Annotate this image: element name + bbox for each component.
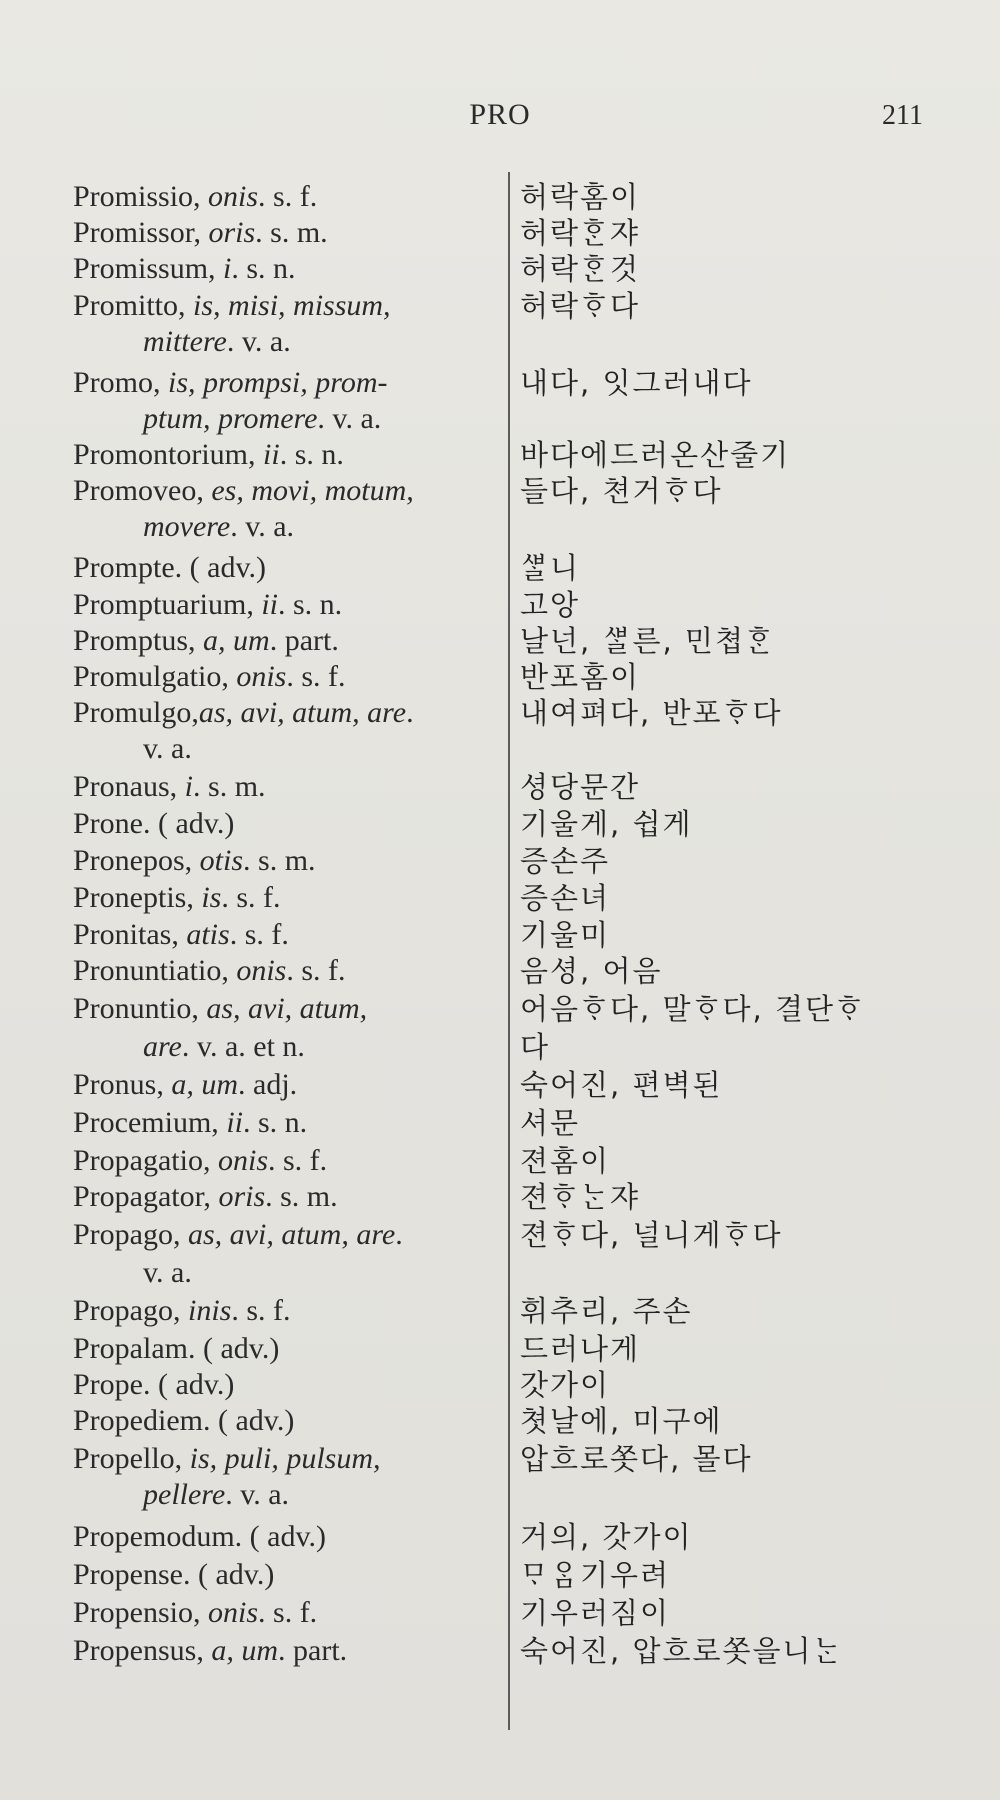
- latin-inflection: as, avi, atum, are: [188, 1218, 396, 1251]
- latin-inflection: ptum, promere: [143, 402, 318, 435]
- latin-headword: [73, 1402, 503, 1440]
- latin-headword: [73, 694, 503, 732]
- latin-headword: [73, 1066, 503, 1104]
- latin-grammar: . s. m.: [193, 770, 266, 803]
- latin-headword: [73, 658, 503, 696]
- dictionary-entry: [0, 1216, 1000, 1256]
- latin-headword: [73, 1292, 503, 1330]
- korean-gloss: 셔문: [520, 1106, 581, 1140]
- latin-grammar: . s. f.: [258, 1596, 318, 1629]
- latin-headword: [73, 287, 503, 325]
- latin-grammar: . s. m.: [265, 1180, 338, 1213]
- dictionary-entry: [0, 364, 1000, 404]
- korean-gloss: 허락ᄒᆞᆫ것: [520, 252, 641, 286]
- dictionary-entry: [0, 842, 1000, 882]
- korean-gloss: 증손녀: [520, 881, 611, 915]
- latin-inflection: pellere: [143, 1478, 226, 1511]
- latin-inflection: i: [223, 252, 232, 285]
- latin-grammar: .: [406, 696, 414, 729]
- latin-inflection: atis: [186, 918, 230, 951]
- latin-grammar: . s. n.: [279, 438, 344, 471]
- latin-inflection: as, avi, atum,: [206, 992, 368, 1025]
- latin-text: Promitto,: [73, 289, 194, 322]
- latin-text: Pronepos,: [73, 844, 200, 877]
- korean-gloss: 허락ᄒᆞᆫ쟈: [520, 216, 641, 250]
- latin-inflection: a, um: [211, 1634, 279, 1667]
- dictionary-entry: [0, 730, 1000, 770]
- latin-inflection: movere: [143, 510, 231, 543]
- dictionary-entry: [0, 952, 1000, 992]
- latin-text: Propalam. ( adv.): [73, 1332, 280, 1365]
- latin-headword: [73, 952, 503, 990]
- latin-headword: [73, 364, 503, 402]
- latin-continuation: [143, 1028, 573, 1066]
- dictionary-entry: [0, 1330, 1000, 1370]
- dictionary-entry: [0, 1556, 1000, 1596]
- latin-headword: [73, 214, 503, 252]
- dictionary-entry: [0, 916, 1000, 956]
- latin-text: Propagatio,: [73, 1144, 218, 1177]
- latin-text: Pronuntio,: [73, 992, 207, 1025]
- latin-headword: [73, 1216, 503, 1254]
- latin-inflection: ii: [261, 588, 278, 621]
- latin-text: Pronuntiatio,: [73, 954, 237, 987]
- latin-inflection: a, um: [203, 624, 270, 657]
- running-header: PRO: [469, 98, 531, 131]
- korean-gloss: 셩당문간: [520, 770, 641, 804]
- latin-grammar: .: [395, 1218, 403, 1251]
- korean-gloss: 증손주: [520, 844, 611, 878]
- latin-text: v. a.: [143, 732, 192, 765]
- latin-headword: [73, 178, 503, 216]
- latin-headword: [73, 1330, 503, 1368]
- korean-gloss: 압흐로ᄶᅩᆺ다, 몰다: [520, 1442, 753, 1476]
- latin-inflection: mittere: [143, 325, 227, 358]
- dictionary-entry: [0, 178, 1000, 218]
- latin-headword: [73, 1142, 503, 1180]
- korean-gloss: 음셩, 어음: [520, 954, 663, 988]
- latin-text: Propago,: [73, 1294, 188, 1327]
- dictionary-entry: [0, 549, 1000, 589]
- latin-headword: [73, 622, 503, 660]
- latin-headword: [73, 472, 503, 510]
- korean-gloss: 숙어진, 압흐로ᄶᅩᆺ을니ᄂᆞᆫ: [520, 1634, 843, 1668]
- latin-grammar: . part.: [278, 1634, 348, 1667]
- korean-gloss: 고앙: [520, 588, 581, 622]
- latin-inflection: is: [201, 881, 222, 914]
- dictionary-entry: [0, 805, 1000, 845]
- latin-text: Promontorium,: [73, 438, 264, 471]
- latin-text: Propemodum. ( adv.): [73, 1520, 327, 1553]
- latin-grammar: . s. f.: [221, 881, 281, 914]
- latin-inflection: otis: [199, 844, 244, 877]
- korean-gloss: ᄲᆞᆯ니: [520, 551, 581, 585]
- latin-text: Promissum,: [73, 252, 224, 285]
- latin-text: Propensio,: [73, 1596, 208, 1629]
- dictionary-entry: [0, 658, 1000, 698]
- latin-text: Prone. ( adv.): [73, 807, 235, 840]
- latin-headword: [73, 1556, 503, 1594]
- latin-grammar: . s. f.: [258, 180, 318, 213]
- latin-text: Promptuarium,: [73, 588, 262, 621]
- dictionary-entry: [0, 1104, 1000, 1144]
- korean-gloss: 어음ᄒᆞ다, 말ᄒᆞ다, 결단ᄒᆞ: [520, 992, 866, 1026]
- dictionary-entry: [0, 1402, 1000, 1442]
- latin-inflection: a, um: [171, 1068, 239, 1101]
- latin-grammar: . s. f.: [231, 1294, 291, 1327]
- dictionary-entry: [0, 1440, 1000, 1480]
- latin-grammar: . s. n.: [242, 1106, 308, 1139]
- latin-headword: [73, 549, 503, 587]
- dictionary-entry: [0, 1594, 1000, 1634]
- korean-gloss: 거의, 갓가이: [520, 1520, 693, 1554]
- latin-grammar: . s. f.: [268, 1144, 328, 1177]
- latin-text: Promoveo,: [73, 474, 212, 507]
- korean-gloss: 기우러짐이: [520, 1596, 671, 1630]
- latin-grammar: . s. f.: [286, 954, 346, 987]
- latin-text: Pronus,: [73, 1068, 172, 1101]
- korean-gloss: 젼ᄒᆞ다, 널니게ᄒᆞ다: [520, 1218, 783, 1252]
- latin-grammar: . s. n.: [231, 252, 296, 285]
- dictionary-entry: [0, 287, 1000, 327]
- latin-grammar: . v. a. et n.: [181, 1030, 305, 1063]
- latin-grammar: . v. a.: [317, 402, 382, 435]
- dictionary-entry: [0, 586, 1000, 626]
- dictionary-entry: [0, 1292, 1000, 1332]
- dictionary-entry: [0, 472, 1000, 512]
- latin-headword: [73, 1632, 503, 1670]
- latin-inflection: ii: [226, 1106, 243, 1139]
- page-number: 211: [882, 100, 923, 131]
- latin-inflection: is, misi, missum,: [193, 289, 391, 322]
- latin-continuation: [143, 730, 573, 768]
- dictionary-entry: [0, 1632, 1000, 1672]
- latin-text: Promo,: [73, 366, 169, 399]
- latin-inflection: onis: [208, 1596, 259, 1629]
- korean-gloss: 내여펴다, 반포ᄒᆞ다: [520, 696, 783, 730]
- latin-headword: [73, 436, 503, 474]
- latin-headword: [73, 916, 503, 954]
- latin-grammar: . s. n.: [278, 588, 343, 621]
- latin-text: Propagator,: [73, 1180, 219, 1213]
- latin-continuation: [143, 508, 573, 546]
- latin-text: Propensus,: [73, 1634, 212, 1667]
- latin-headword: [73, 1178, 503, 1216]
- latin-text: Pronaus,: [73, 770, 185, 803]
- dictionary-entry: [0, 1178, 1000, 1218]
- latin-inflection: i: [184, 770, 194, 803]
- latin-inflection: as, avi, atum, are: [198, 696, 407, 729]
- dictionary-entry: [0, 768, 1000, 808]
- dictionary-entry: [0, 1028, 1000, 1068]
- latin-headword: [73, 1366, 503, 1404]
- latin-headword: [73, 250, 503, 288]
- latin-headword: [73, 990, 503, 1028]
- dictionary-entry: [0, 1518, 1000, 1558]
- dictionary-entry: [0, 879, 1000, 919]
- dictionary-entry: [0, 250, 1000, 290]
- latin-inflection: is, prompsi, prom-: [168, 366, 388, 399]
- latin-grammar: . v. a.: [230, 510, 295, 543]
- dictionary-entry: [0, 323, 1000, 363]
- latin-inflection: oris: [208, 216, 256, 249]
- korean-gloss: 허락ᄒᆞ다: [520, 289, 641, 323]
- latin-headword: [73, 1594, 503, 1632]
- latin-grammar: . part.: [269, 624, 339, 657]
- latin-inflection: ii: [263, 438, 280, 471]
- latin-grammar: . s. f.: [286, 660, 346, 693]
- latin-grammar: . s. m.: [255, 216, 328, 249]
- korean-gloss: 허락홈이: [520, 180, 641, 214]
- dictionary-entry: [0, 1366, 1000, 1406]
- korean-gloss: 기울게, 쉽게: [520, 807, 693, 841]
- latin-grammar: . v. a.: [226, 325, 291, 358]
- dictionary-entry: [0, 1142, 1000, 1182]
- latin-grammar: . adj.: [238, 1068, 298, 1101]
- dictionary-entry: [0, 622, 1000, 662]
- korean-gloss: 드러나게: [520, 1332, 641, 1366]
- latin-inflection: are: [143, 1030, 182, 1063]
- korean-gloss: 바다에드러온산줄기: [520, 438, 791, 472]
- latin-text: Prope. ( adv.): [73, 1368, 235, 1401]
- latin-text: Propago,: [73, 1218, 188, 1251]
- latin-text: Propello,: [73, 1442, 190, 1475]
- dictionary-entry: [0, 1254, 1000, 1294]
- korean-gloss: 다: [520, 1030, 551, 1064]
- latin-headword: [73, 1518, 503, 1556]
- dictionary-entry: [0, 1066, 1000, 1106]
- korean-gloss: 젼ᄒᆞᄂᆞᆫ쟈: [520, 1180, 641, 1214]
- latin-continuation: [143, 1254, 573, 1292]
- latin-headword: [73, 768, 503, 806]
- dictionary-entry: [0, 436, 1000, 476]
- dictionary-entry: [0, 990, 1000, 1030]
- latin-text: Promptus,: [73, 624, 204, 657]
- dictionary-entry: [0, 694, 1000, 734]
- korean-gloss: 들다, 쳔거ᄒᆞ다: [520, 474, 723, 508]
- latin-headword: [73, 842, 503, 880]
- latin-text: Promissor,: [73, 216, 209, 249]
- latin-text: Proneptis,: [73, 881, 202, 914]
- latin-continuation: [143, 1476, 573, 1514]
- latin-continuation: [143, 323, 573, 361]
- korean-gloss: 젼홈이: [520, 1144, 611, 1178]
- latin-text: Pronitas,: [73, 918, 187, 951]
- latin-inflection: oris: [218, 1180, 266, 1213]
- latin-inflection: onis: [208, 180, 259, 213]
- latin-text: Promulgatio,: [73, 660, 237, 693]
- korean-gloss: 날넌, ᄲᆞᆯ른, 민쳡ᄒᆞᆫ: [520, 624, 775, 658]
- latin-text: Prompte. ( adv.): [73, 551, 267, 584]
- korean-gloss: 쳣날에, 미구에: [520, 1404, 723, 1438]
- korean-gloss: 갓가이: [520, 1368, 611, 1402]
- korean-gloss: 숙어진, 편벽된: [520, 1068, 723, 1102]
- latin-text: Promissio,: [73, 180, 209, 213]
- latin-text: Propense. ( adv.): [73, 1558, 275, 1591]
- dictionary-entry: [0, 508, 1000, 548]
- latin-text: Propediem. ( adv.): [73, 1404, 295, 1437]
- korean-gloss: 반포홈이: [520, 660, 641, 694]
- latin-inflection: es, movi, motum,: [211, 474, 414, 507]
- latin-text: Promulgo,: [73, 696, 199, 729]
- korean-gloss: 휘추리, 주손: [520, 1294, 693, 1328]
- latin-grammar: . v. a.: [225, 1478, 290, 1511]
- latin-grammar: . s. f.: [229, 918, 289, 951]
- latin-inflection: onis: [236, 954, 287, 987]
- latin-headword: [73, 1440, 503, 1478]
- latin-inflection: onis: [217, 1144, 268, 1177]
- latin-inflection: onis: [236, 660, 287, 693]
- latin-headword: [73, 805, 503, 843]
- latin-headword: [73, 1104, 503, 1142]
- korean-gloss: 내다, 잇그러내다: [520, 366, 753, 400]
- latin-text: v. a.: [143, 1256, 192, 1289]
- dictionary-entry: [0, 400, 1000, 440]
- dictionary-entry: [0, 1476, 1000, 1516]
- latin-continuation: [143, 400, 573, 438]
- latin-headword: [73, 879, 503, 917]
- latin-inflection: inis: [188, 1294, 232, 1327]
- dictionary-entry: [0, 214, 1000, 254]
- latin-text: Procemium,: [73, 1106, 227, 1139]
- latin-inflection: is, puli, pulsum,: [189, 1442, 381, 1475]
- korean-gloss: ᄆᆞᄋᆞᆷ기우려: [520, 1558, 671, 1592]
- korean-gloss: 기울미: [520, 918, 611, 952]
- latin-headword: [73, 586, 503, 624]
- latin-grammar: . s. m.: [243, 844, 316, 877]
